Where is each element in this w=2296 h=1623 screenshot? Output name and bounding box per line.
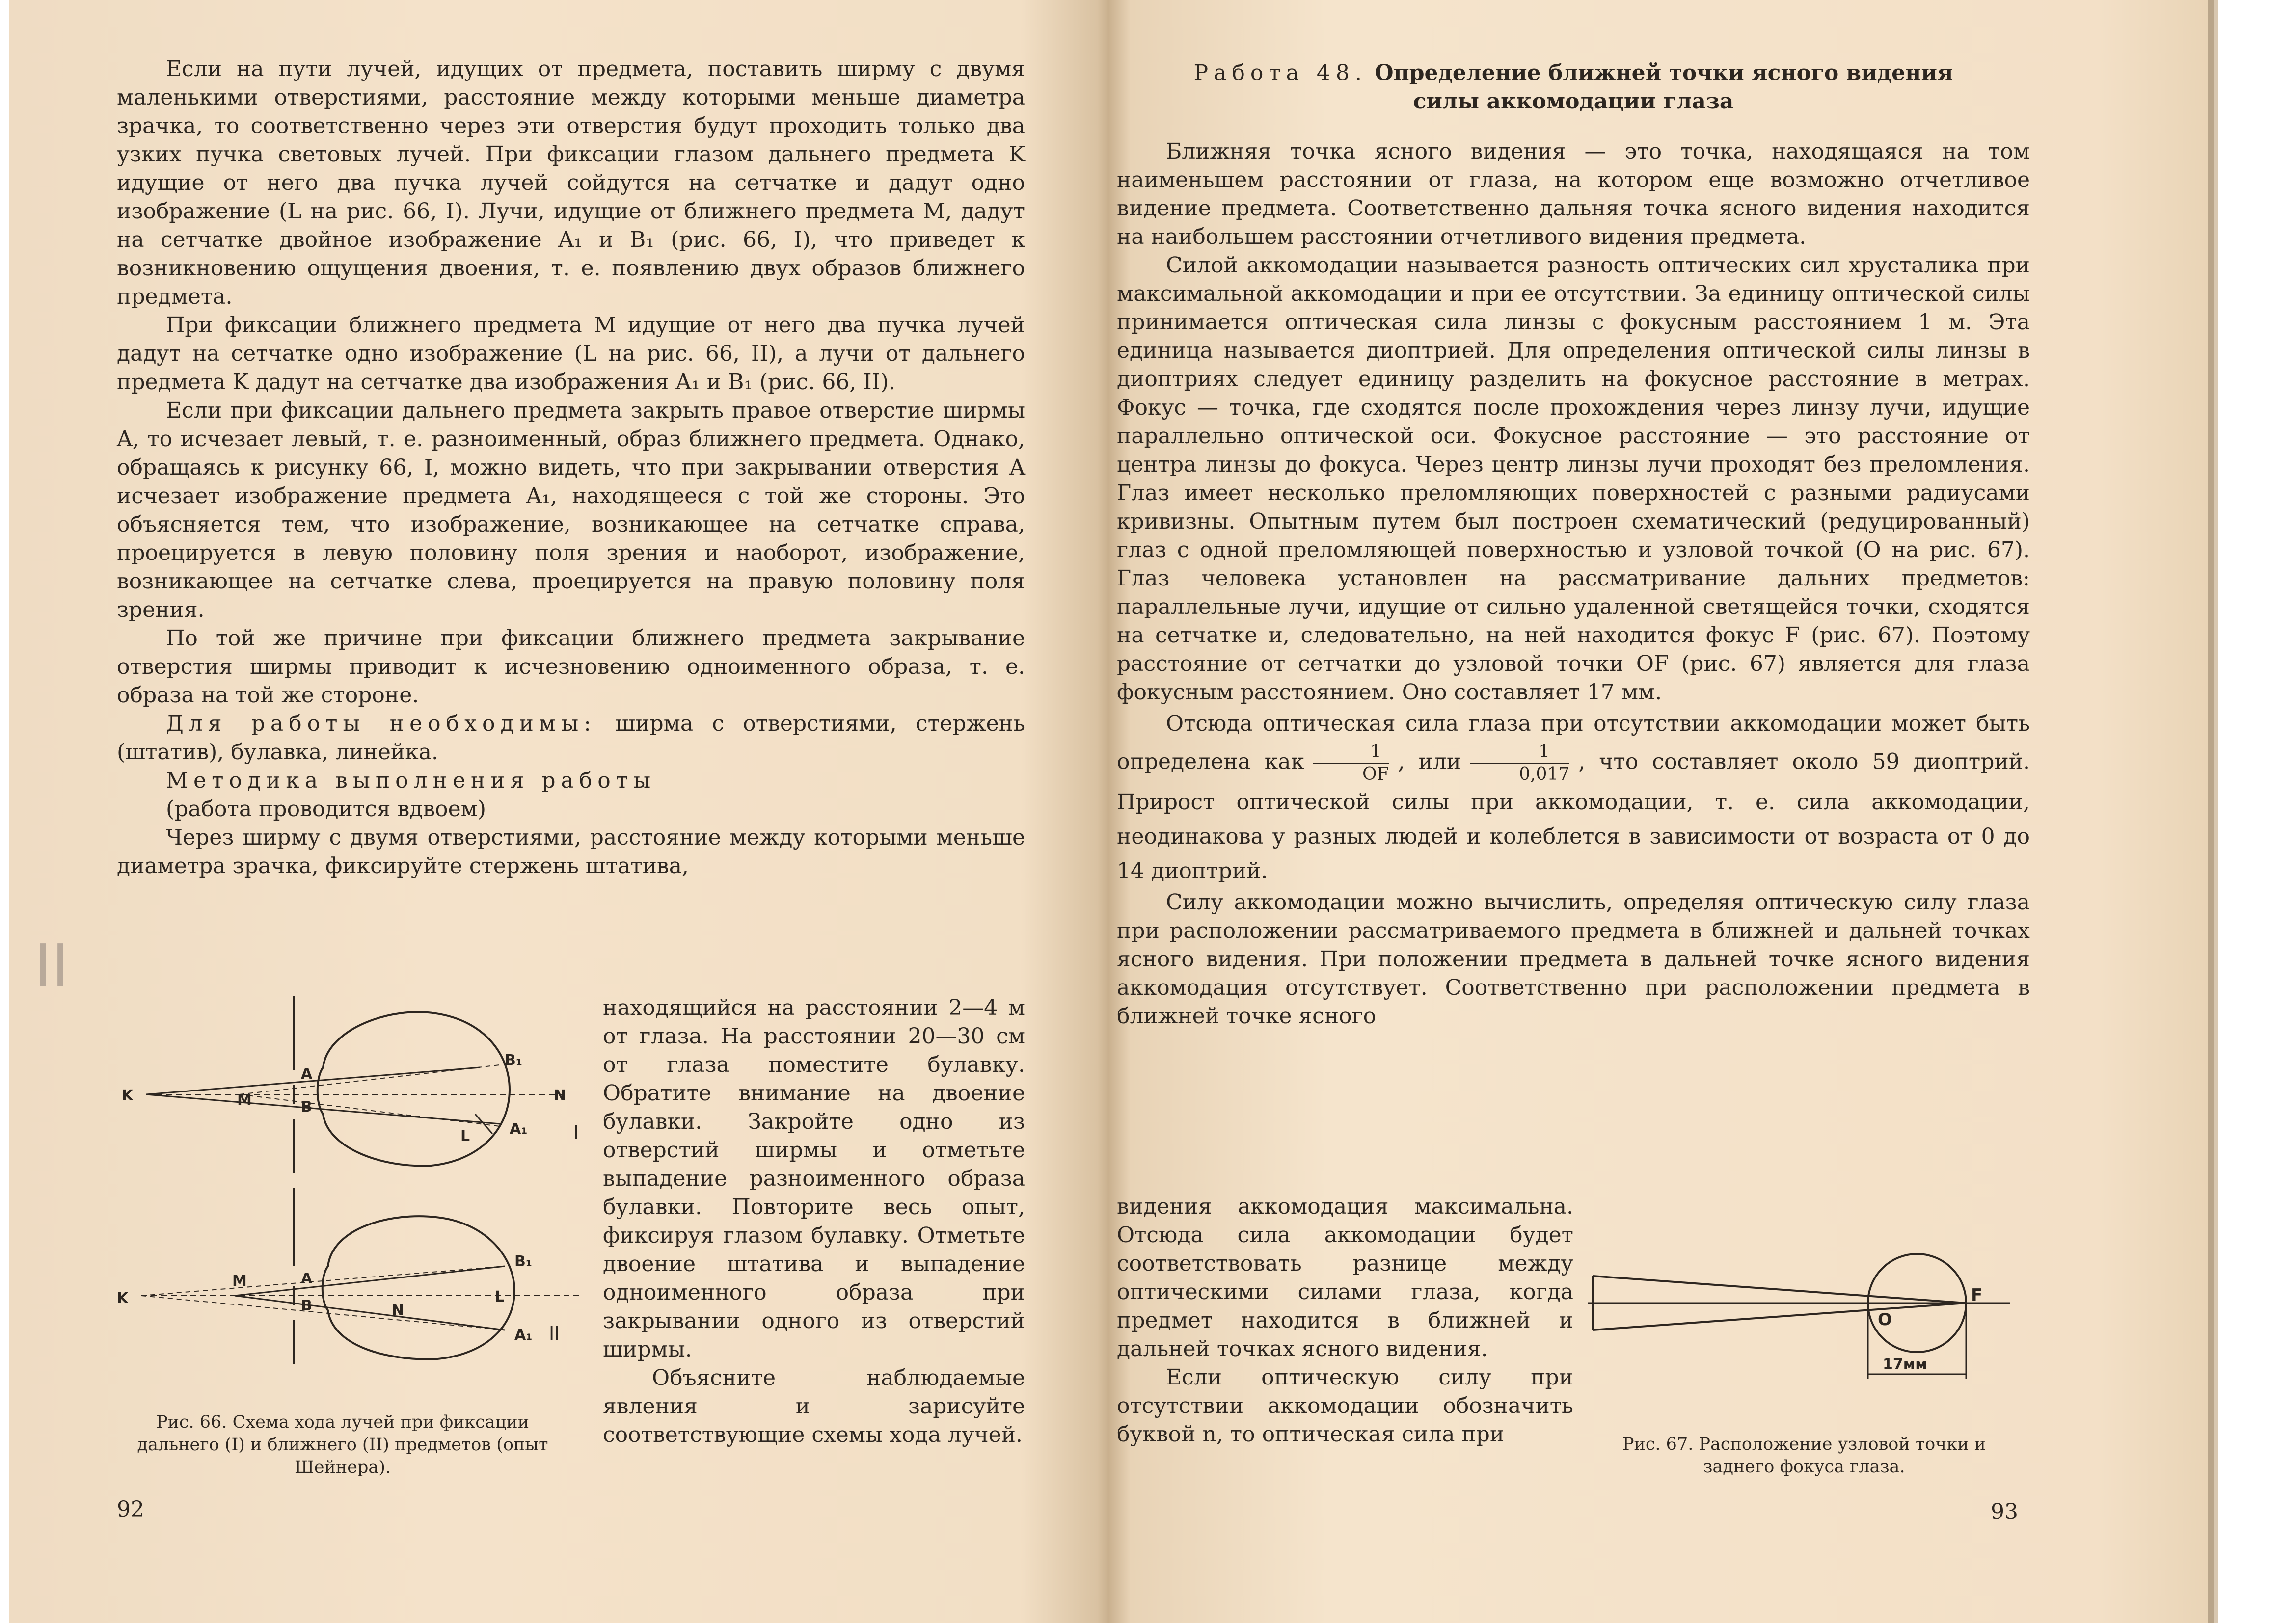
formula-or: , или bbox=[1398, 749, 1461, 774]
fraction-1-over-OF: $\frac{1}{OF}$ bbox=[1313, 741, 1389, 785]
materials-label: Для работы необходимы: bbox=[166, 711, 596, 736]
page-number-right: 93 bbox=[1991, 1499, 2018, 1524]
figure-67-caption: Рис. 67. Расположение узловой точки и заднего фокуса глаза. bbox=[1622, 1435, 1986, 1477]
label-K: K bbox=[122, 1087, 134, 1104]
label-B2: B bbox=[301, 1297, 312, 1314]
right-body bbox=[1117, 137, 2030, 1031]
side-text bbox=[603, 994, 1025, 1449]
eye-outline-1 bbox=[318, 1012, 510, 1166]
title-line2: силы аккомодации глаза bbox=[1413, 89, 1734, 114]
label-K2: K bbox=[117, 1290, 129, 1307]
left-body bbox=[117, 55, 1025, 880]
eye-outline-2 bbox=[323, 1216, 514, 1359]
method-note: (работа проводится вдвоем) bbox=[166, 797, 486, 822]
method-paragraph-side: находящийся на расстоянии 2—4 м от глаза. На расстоянии 20—30 см от глаза поместите булавку. Обратите внимание на двоение булавки. Закройте одно из отверстий ширмы и отметьте выпадение разноименного образа булавки. Повторите весь опыт, фиксируя глазом булавку. Отметьте двоение штатива и выпадение одноименного образа при закрывании одного из отверстий ширмы. bbox=[603, 995, 1025, 1362]
method-paragraph-top: Через ширму с двумя отверстиями, расстояние между которыми меньше диаметра зрачка, фиксируйте стержень штатива, bbox=[117, 825, 1025, 878]
paragraph: Если на пути лучей, идущих от предмета, поставить ширму с двумя маленькими отверстиями, расстояние между которыми меньше диаметра зрачка, то соответственно через эти отверстия будут проходить только два узких пучка световых лучей. При фиксации глазом дальнего предмета K идущие от него два пучка лучей сойдутся на сетчатке и дадут одно изображение (L на рис. 66, I). Лучи, идущие от ближнего предмета M, дадут на сетчатке двойное изображение A₁ и B₁ (рис. 66, I), что приведет к возникновению ощущения двоения, т. е. появлению двух образов ближнего предмета. bbox=[117, 56, 1025, 309]
label-N: N bbox=[554, 1087, 567, 1104]
title-prefix: Работа 48. bbox=[1193, 60, 1367, 85]
label-M: M bbox=[237, 1092, 252, 1109]
label-A: A bbox=[301, 1065, 313, 1083]
label-O: O bbox=[1878, 1310, 1892, 1330]
materials-text: ширма с отверстиями, стержень (штатив), булавка, линейка. bbox=[117, 711, 1025, 765]
margin-mark: II bbox=[34, 932, 69, 1001]
page-title bbox=[1117, 59, 2030, 116]
right-page bbox=[1117, 0, 2030, 1623]
formula-paragraph bbox=[1117, 707, 2030, 888]
paragraph-last-side: Если оптическую силу при отсутствии аккомодации обозначить буквой n, то оптическая сила при bbox=[1117, 1365, 1573, 1447]
paragraph: По той же причине при фиксации ближнего предмета закрывание отверстия ширмы приводит к исчезновению одноименного образа, т. е. образа на той же стороне. bbox=[117, 626, 1025, 708]
materials-paragraph bbox=[117, 710, 1025, 767]
method-paragraph-last: Объясните наблюдаемые явления и зарисуйте соответствующие схемы хода лучей. bbox=[603, 1365, 1025, 1447]
page-number-left: 92 bbox=[117, 1497, 144, 1522]
label-A1-2: A₁ bbox=[514, 1327, 533, 1344]
label-L: L bbox=[460, 1128, 470, 1145]
label-B: B bbox=[301, 1098, 312, 1116]
method-heading: Методика выполнения работы bbox=[166, 768, 656, 793]
figure-67 bbox=[1588, 1232, 2020, 1423]
label-A1: A₁ bbox=[510, 1120, 528, 1138]
page-edge-light bbox=[2214, 0, 2218, 1623]
paragraph-accommodation: Силу аккомодации можно вычислить, определяя оптическую силу глаза при расположении рассматриваемого предмета в ближней и дальней точках ясного видения. При положении предмета в дальней точке ясного видения аккомодация отсутствует. Соответственно при расположении предмета в ближней точке ясного bbox=[1117, 890, 2030, 1029]
page-edge bbox=[2208, 0, 2214, 1623]
formula-intro: Отсюда оптическая сила глаза при отсутствии аккомодации может быть определена как bbox=[1117, 711, 2030, 774]
label-B1-2: B₁ bbox=[514, 1253, 533, 1270]
label-F: F bbox=[1971, 1285, 1983, 1305]
label-17mm: 17мм bbox=[1883, 1356, 1927, 1373]
label-N2: N bbox=[392, 1302, 405, 1319]
label-L2: L bbox=[495, 1288, 505, 1305]
label-M2: M bbox=[232, 1273, 247, 1290]
title-line1: Определение ближней точки ясного видения bbox=[1375, 60, 1953, 85]
fraction-1-over-0017: $\frac{1}{0,017}$ bbox=[1470, 741, 1569, 785]
label-II: II bbox=[549, 1323, 560, 1344]
paragraph: Силой аккомодации называется разность оптических сил хрусталика при максимальной аккомодации и при ее отсутствии. За единицу оптической силы принимается оптическая сила линзы с фокусным расстоянием 1 м. Эта единица называется диоптрией. Для определения оптической силы линзы в диоптриях следует единицу разделить на фокусное расстояние в метрах. Фокус — точка, где сходятся после прохождения через линзу лучи, идущие параллельно оптической оси. Фокусное расстояние — это расстояние от центра линзы до фокуса. Через центр линзы лучи проходят без преломления. Глаз имеет несколько преломляющих поверхностей с разными радиусами кривизны. Опытным путем был построен схематический (редуцированный) глаз с одной преломляющей поверхностью и узловой точкой (O на рис. 67). Глаз человека установлен на рассматривание дальних предметов: параллельные лучи, идущие от сильно удаленной светящейся точки, сходятся на сетчатке и, следовательно, на ней находится фокус F (рис. 67). Поэтому расстояние от сетчатки до узловой точки OF (рис. 67) является для глаза фокусным расстоянием. Оно составляет 17 мм. bbox=[1117, 253, 2030, 705]
paragraph: Ближняя точка ясного видения — это точка, находящаяся на том наименьшем расстоянии от глаза, на котором еще возможно отчетливое видение предмета. Соответственно дальняя точка ясного видения находится на наибольшем расстоянии отчетливого видения предмета. bbox=[1117, 139, 2030, 249]
formula-tail: , что составляет около 59 диоптрий. Прирост оптической силы при аккомодации, т. е. сила аккомодации, неодинакова у разных людей и колеблется в зависимости от возраста от 0 до 14 диоптрий. bbox=[1117, 749, 2030, 883]
label-I: I bbox=[573, 1121, 579, 1143]
paragraph: При фиксации ближнего предмета M идущие от него два пучка лучей дадут на сетчатке одно изображение (L на рис. 66, II), а лучи от дальнего предмета K дадут на сетчатке два изображения A₁ и B₁ (рис. 66, II). bbox=[117, 313, 1025, 395]
left-page bbox=[117, 0, 1025, 1623]
figure-66-caption: Рис. 66. Схема хода лучей при фиксации дальнего (I) и ближнего (II) предметов (опыт Шейнера). bbox=[137, 1412, 548, 1477]
paragraph: Если при фиксации дальнего предмета закрыть правое отверстие ширмы A, то исчезает левый, т. е. разноименный, образ ближнего предмета. Однако, обращаясь к рисунку 66, I, можно видеть, что при закрывании отверстия A исчезает изображение предмета A₁, находящееся с той же стороны. Это объясняется тем, что изображение, возникающее на сетчатке справа, проецируется в левую половину поля зрения и наоборот, изображение, возникающее на сетчатке слева, проецируется на правую половину поля зрения. bbox=[117, 398, 1025, 622]
label-A2: A bbox=[301, 1270, 313, 1287]
paragraph-accommodation-side: видения аккомодация максимальна. Отсюда сила аккомодации будет соответствовать разнице между оптическими силами глаза, когда предмет находится в ближней и дальней точках ясного видения. bbox=[1117, 1194, 1573, 1361]
right-side-text bbox=[1117, 1193, 1573, 1449]
title-block bbox=[1117, 59, 2030, 116]
figure-66 bbox=[117, 991, 608, 1399]
label-B1: B₁ bbox=[505, 1052, 523, 1069]
